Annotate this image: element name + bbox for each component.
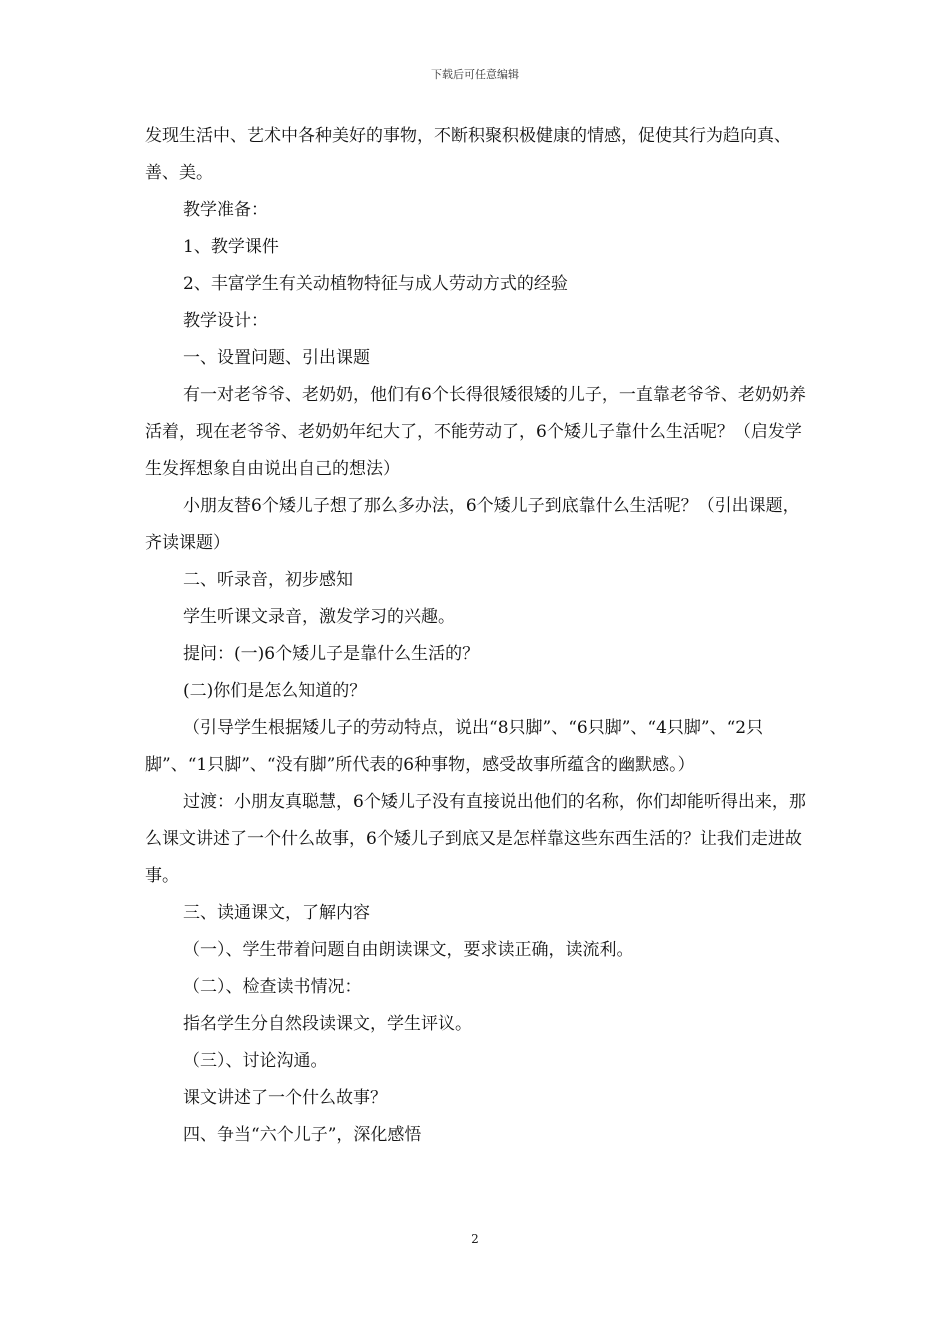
paragraph: （二）、检查读书情况： <box>183 977 362 997</box>
paragraph: 提问：(一)6个矮儿子是靠什么生活的？ <box>183 644 480 664</box>
page-number: 2 <box>471 1232 479 1246</box>
paragraph: 教学设计： <box>183 311 268 331</box>
paragraph: （一）、学生带着问题自由朗读课文，要求读正确，读流利。 <box>183 940 634 960</box>
paragraph: 二、听录音，初步感知 <box>183 570 353 590</box>
paragraph: 小朋友替6个矮儿子想了那么多办法，6个矮儿子到底靠什么生活呢？（引出课题，齐读课题） <box>145 496 800 553</box>
paragraph: 1、教学课件 <box>183 237 279 257</box>
paragraph: 2、丰富学生有关动植物特征与成人劳动方式的经验 <box>183 274 568 294</box>
paragraph: 课文讲述了一个什么故事？ <box>183 1088 387 1108</box>
paragraph: 学生听课文录音，激发学习的兴趣。 <box>183 607 455 627</box>
paragraph: 一、设置问题、引出课题 <box>183 348 370 368</box>
page-header: 下载后可任意编辑 <box>431 68 519 81</box>
paragraph: 有一对老爷爷、老奶奶，他们有6个长得很矮很矮的儿子，一直靠老爷爷、老奶奶养活着，现在老爷爷、老奶奶年纪大了，不能劳动了，6个矮儿子靠什么生活呢？（启发学生发挥想象自由说出自己的想法） <box>145 385 806 479</box>
document-body <box>145 118 815 1154</box>
paragraph: （三）、讨论沟通。 <box>183 1051 328 1071</box>
paragraph: 三、读通课文，了解内容 <box>183 903 370 923</box>
paragraph: 发现生活中、艺术中各种美好的事物，不断积聚积极健康的情感，促使其行为趋向真、善、美。 <box>145 126 791 183</box>
paragraph: 教学准备： <box>183 200 268 220</box>
paragraph: (二)你们是怎么知道的？ <box>183 681 367 701</box>
paragraph: 过渡：小朋友真聪慧，6个矮儿子没有直接说出他们的名称，你们却能听得出来，那么课文讲述了一个什么故事，6个矮儿子到底又是怎样靠这些东西生活的？让我们走进故事。 <box>145 792 806 886</box>
paragraph: 四、争当“六个儿子”，深化感悟 <box>183 1125 422 1145</box>
paragraph: （引导学生根据矮儿子的劳动特点，说出“8只脚”、“6只脚”、“4只脚”、“2只脚”、“1只脚”、“没有脚”所代表的6种事物，感受故事所蕴含的幽默感。） <box>145 718 764 775</box>
paragraph: 指名学生分自然段读课文，学生评议。 <box>183 1014 472 1034</box>
